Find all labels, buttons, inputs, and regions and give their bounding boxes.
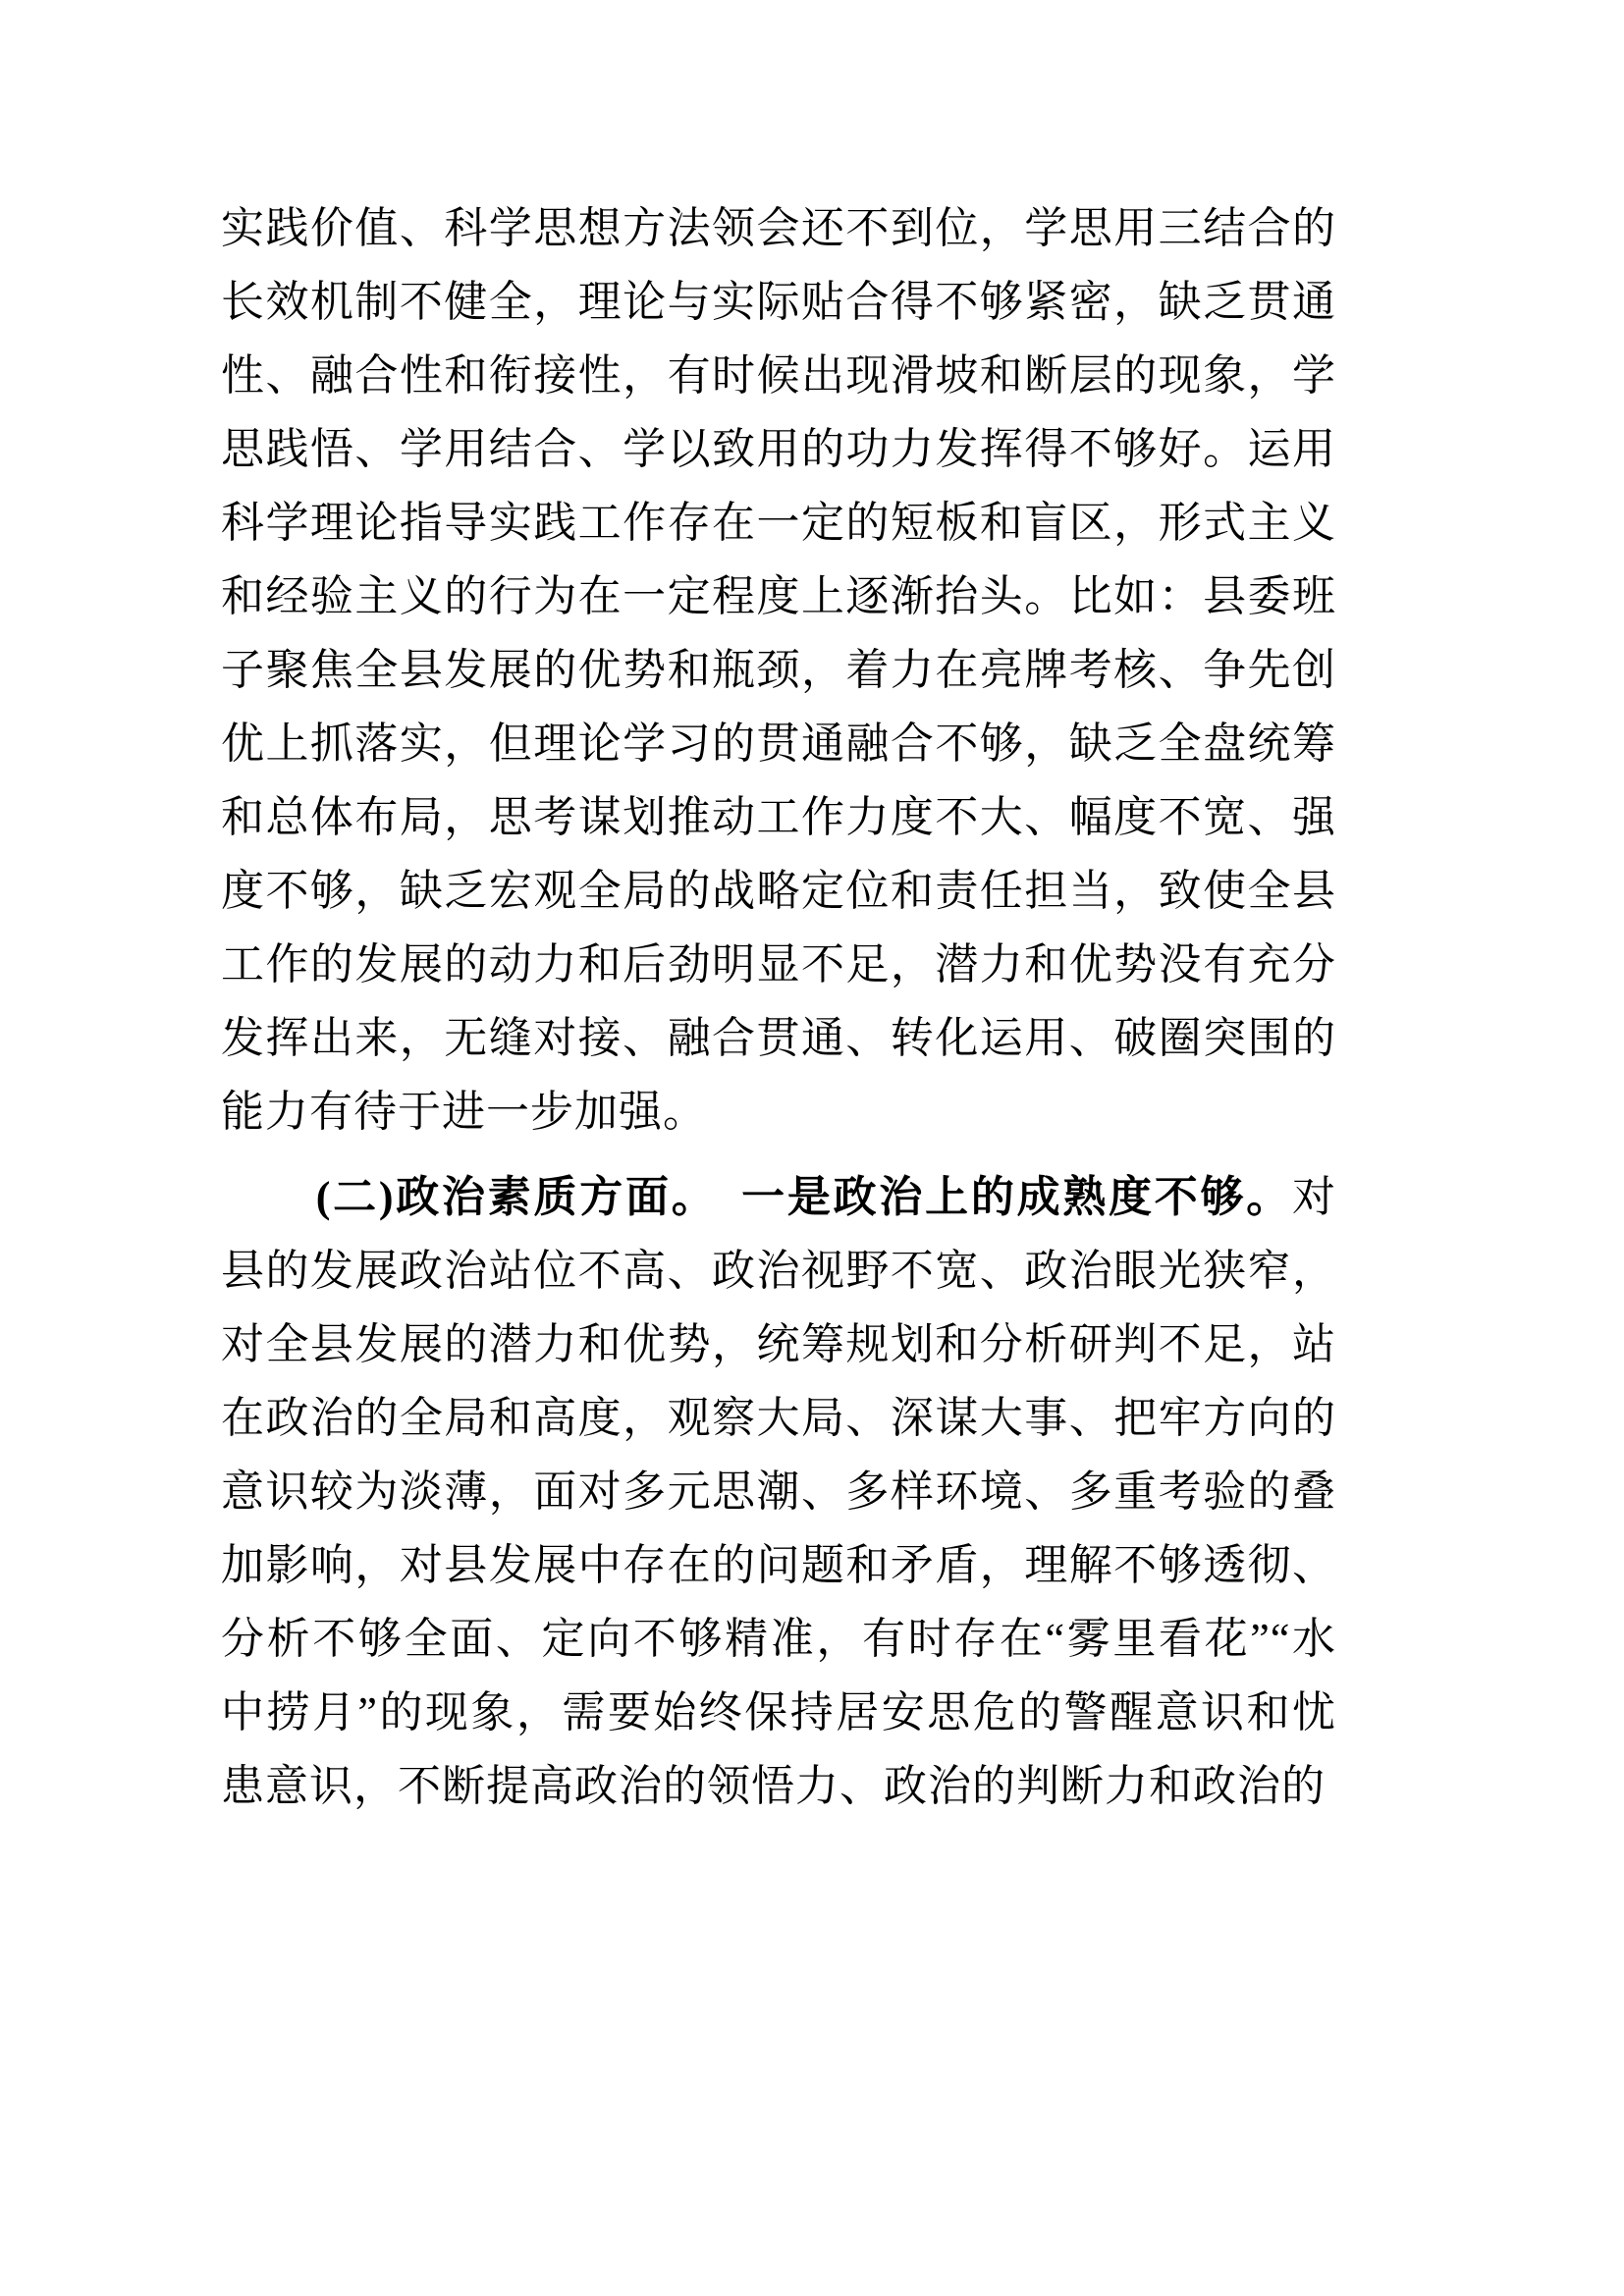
continuation-paragraph bbox=[221, 191, 1336, 1148]
bold-text-run: (二)政治素质方面。 一是政治上的成熟度不够。 bbox=[315, 1173, 1292, 1221]
text-content bbox=[221, 191, 1336, 1823]
section-2-paragraph bbox=[221, 1160, 1336, 1823]
text-run: 对县的发展政治站位不高、政治视野不宽、政治眼光狭窄，对全县发展的潜力和优势，统筹规划和分析研判不足，站在政治的全局和高度，观察大局、深谋大事、把牢方向的意识较为淡薄，面对多元思潮、多样环境、多重考验的叠加影响，对县发展中存在的问题和矛盾，理解不够透彻、分析不够全面、定向不够精准，有时存在“雾里看花”“水中捞月”的现象，需要始终保持居安思危的警醒意识和忧患意识，不断提高政治的领悟力、政治的判断力和政治的 bbox=[221, 1173, 1336, 1810]
text-run: 实践价值、科学思想方法领会还不到位，学思用三结合的长效机制不健全，理论与实际贴合得不够紧密，缺乏贯通性、融合性和衔接性，有时候出现滑坡和断层的现象，学思践悟、学用结合、学以致用的功力发挥得不够好。运用科学理论指导实践工作存在一定的短板和盲区，形式主义和经验主义的行为在一定程度上逐渐抬头。比如：县委班子聚焦全县发展的优势和瓶颈，着力在亮牌考核、争先创优上抓落实，但理论学习的贯通融合不够，缺乏全盘统筹和总体布局，思考谋划推动工作力度不大、幅度不宽、强度不够，缺乏宏观全局的战略定位和责任担当，致使全县工作的发展的动力和后劲明显不足，潜力和优势没有充分发挥出来，无缝对接、融合贯通、转化运用、破圈突围的能力有待于进一步加强。 bbox=[221, 204, 1336, 1136]
